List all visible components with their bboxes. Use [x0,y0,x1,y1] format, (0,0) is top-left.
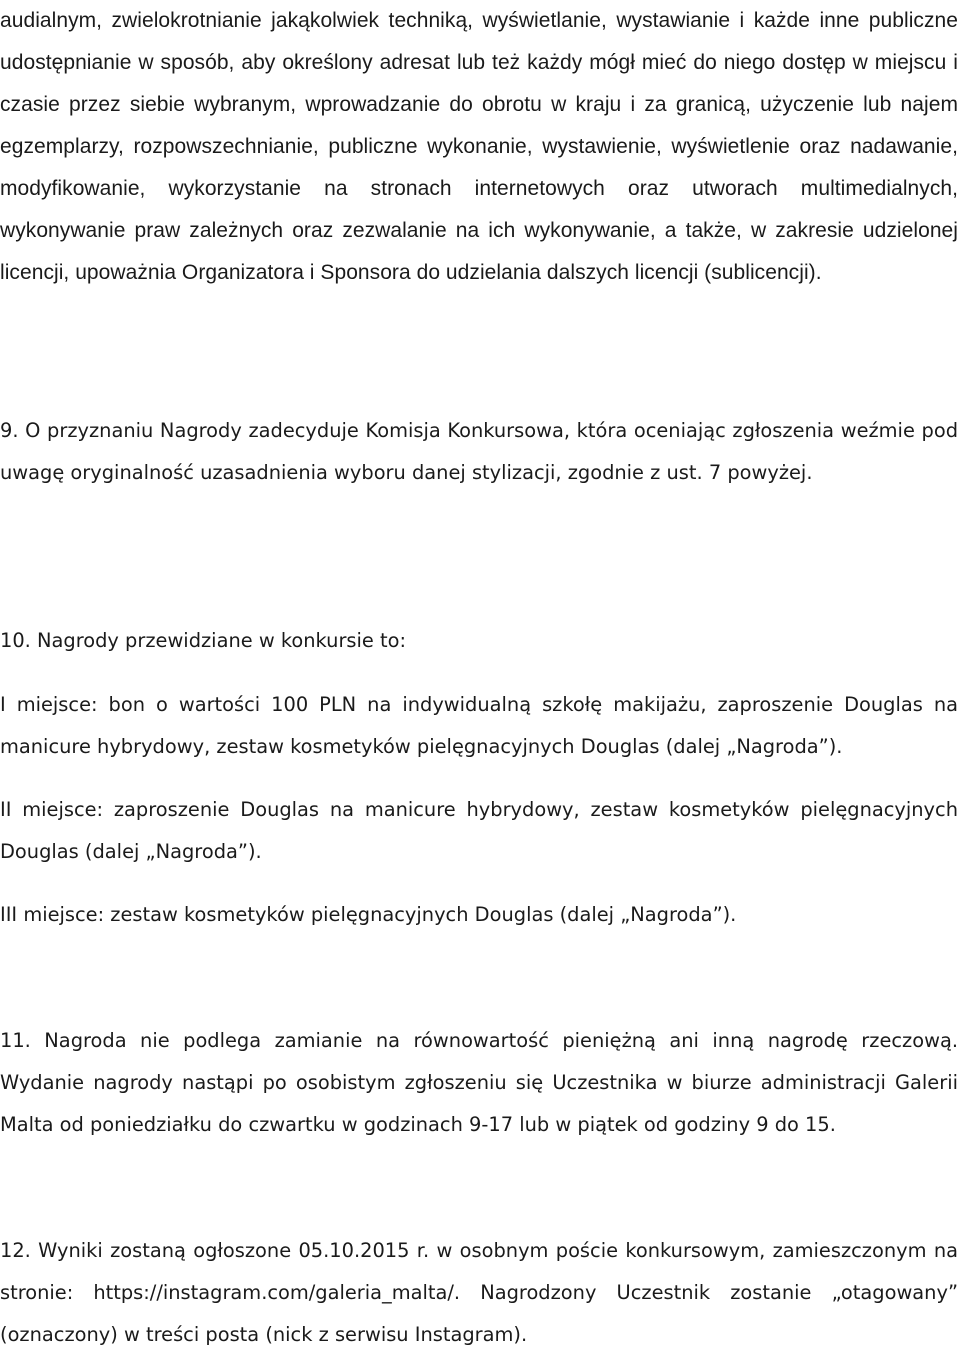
paragraph-9-jury-decision: 9. O przyznaniu Nagrody zadecyduje Komisja Konkursowa, która oceniając zgłoszenia weźmie pod uwagę oryginalność uzasadnienia wyboru danej stylizacji, zgodnie z ust. 7 powyżej. [0,419,958,484]
prize-first-place: I miejsce: bon o wartości 100 PLN na indywidualną szkołę makijażu, zaproszenie Douglas na manicure hybrydowy, zestaw kosmetyków pielęgnacyjnych Douglas (dalej „Nagroda”). [0,693,958,758]
prize-second-place: II miejsce: zaproszenie Douglas na manicure hybrydowy, zestaw kosmetyków pielęgnacyjnych Douglas (dalej „Nagroda”). [0,798,958,863]
paragraph-license-scope: audialnym, zwielokrotnianie jakąkolwiek techniką, wyświetlanie, wystawianie i każde inne publiczne udostępnianie w sposób, aby określony adresat lub też każdy mógł mieć do niego dostęp w miejscu i czasie przez siebie wybranym, wprowadzanie do obrotu w kraju i za granicą, użyczenie lub najem egzemplarzy, rozpowszechnianie, publiczne wykonanie, wystawienie, wyświetlenie oraz nadawanie, modyfikowanie, wykorzystanie na stronach internetowych oraz utworach multimedialnych, wykonywanie praw zależnych oraz zezwalanie na ich wykonywanie, a także, w zakresie udzielonej licencji, upoważnia Organizatora i Sponsora do udzielania dalszych licencji (sublicencji). [0,9,958,284]
paragraph-12-results-announcement: 12. Wyniki zostaną ogłoszone 05.10.2015 r. w osobnym poście konkursowym, zamieszczonym na stronie: https://instagram.com/galeria_malta/. Nagrodzony Uczestnik zostanie „otagowany” (oznaczony) w treści posta (nick z serwisu Instagram). [0,1239,958,1346]
prize-third-place: III miejsce: zestaw kosmetyków pielęgnacyjnych Douglas (dalej „Nagroda”). [0,903,737,926]
paragraph-10-prizes-heading: 10. Nagrody przewidziane w konkursie to: [0,629,407,652]
paragraph-11-prize-collection: 11. Nagroda nie podlega zamianie na równowartość pieniężną ani inną nagrodę rzeczową. Wydanie nagrody nastąpi po osobistym zgłoszeniu się Uczestnika w biurze administracji Galerii Malta od poniedziałku do czwartku w godzinach 9-17 lub w piątek od godziny 9 do 15. [0,1029,958,1136]
